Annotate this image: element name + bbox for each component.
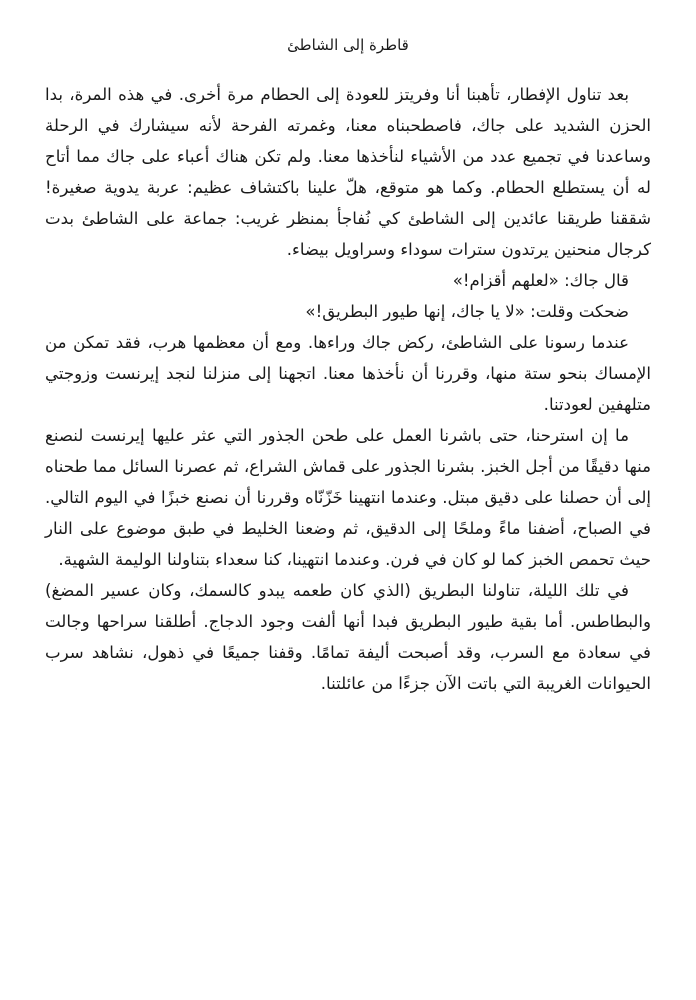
paragraph-6: في تلك الليلة، تناولنا البطريق (الذي كان طعمه يبدو كالسمك، وكان عسير المضغ) والبطاطس. أما بقية طيور البطريق فبدا أنها ألفت وجود الدجاج. أطلقنا سراحها وجالت في سعادة مع السرب، وقد أصبحت أليفة تمامًا. وقفنا جميعًا في ذهول، نشاهد سرب الحيوانات الغريبة التي باتت الآن جزءًا من عائلتنا. (45, 581, 651, 693)
paragraph-4: عندما رسونا على الشاطئ، ركض جاك وراءها. ومع أن معظمها هرب، فقد تمكن من الإمساك بنحو ستة منها، وقررنا أن نأخذها معنا. اتجهنا إلى منزلنا لنجد إيرنست وزوجتي متلهفين لعودتنا. (45, 333, 651, 414)
paragraph-1: بعد تناول الإفطار، تأهبنا أنا وفريتز للعودة إلى الحطام مرة أخرى. في هذه المرة، بدا الحزن الشديد على جاك، فاصطحبناه معنا، وغمرته الفرحة لأنه سيشارك في الرحلة وساعدنا في تجميع عدد من الأشياء لنأخذها معنا. ولم تكن هناك أعباء على جاك مما أتاح له أن يستطلع الحطام. وكما هو متوقع، هلّ علينا باكتشاف عظيم: عربة يدوية صغيرة! شققنا طريقنا عائدين إلى الشاطئ كي نُفاجأ بمنظر غريب: جماعة على الشاطئ بدت كرجال منحنين يرتدون سترات سوداء وسراويل بيضاء. (45, 85, 651, 259)
paragraph-3: ضحكت وقلت: «لا يا جاك، إنها طيور البطريق!» (305, 302, 629, 321)
body-text (45, 79, 651, 699)
running-head: قاطرة إلى الشاطئ (287, 36, 409, 54)
paragraph-5: ما إن استرحنا، حتى باشرنا العمل على طحن الجذور التي عثر عليها إيرنست لنصنع منها دقيقًا من أجل الخبز. بشرنا الجذور على قماش الشراع، ثم عصرنا السائل مما طحناه إلى أن حصلنا على دقيق مبتل. وعندما انتهينا خَزّنّاه وقررنا أن نصنع خبزًا في اليوم التالي. في الصباح، أضفنا ماءً وملحًا إلى الدقيق، ثم وضعنا الخليط في طبق موضوع على النار حيث تحمص الخبز كما لو كان في فرن. وعندما انتهينا، كنا سعداء بتناولنا الوليمة الشهية. (45, 426, 651, 569)
paragraph-2: قال جاك: «لعلهم أقزام!» (452, 271, 629, 290)
